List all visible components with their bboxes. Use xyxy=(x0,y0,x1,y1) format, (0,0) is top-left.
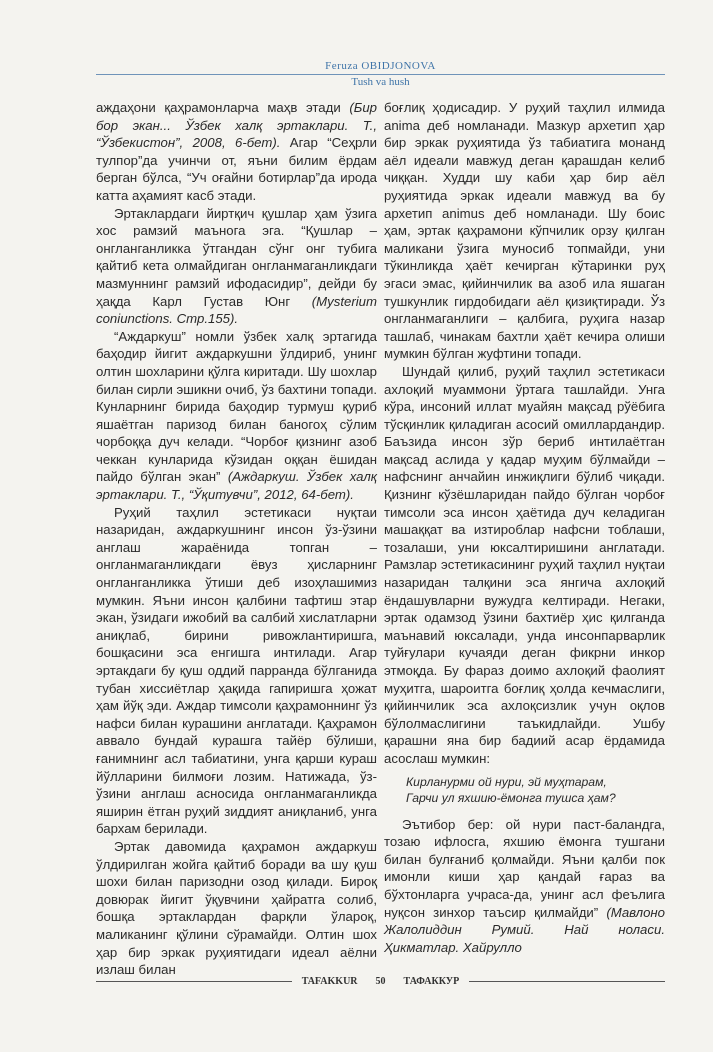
page-number: 50 xyxy=(375,976,386,987)
paragraph xyxy=(96,99,377,205)
left-column xyxy=(96,99,377,978)
paragraph xyxy=(384,816,665,957)
body-text: Агар “Сеҳрли тулпор”да учинчи от, яъни билим ёрдам берган бўлса, “Уч оғайни ботирлар”да ирода катта аҳамият касб этади. xyxy=(96,135,377,203)
running-header xyxy=(96,60,665,88)
paragraph xyxy=(384,99,665,363)
body-text: боғлиқ ҳодисадир. У руҳий таҳлил илмида anima деб номланади. Мазкур архетип ҳар бир эркак руҳиятида ўз табиатига монанд аёл идеали мавжуд деган қарашдан келиб чиққан. Худди шу каби ҳар бир аёл руҳиятида эркак идеали мавжуд ва бу архетип animus деб номланади. Шу боис ҳам, эртак қаҳрамони кўпчилик орзу қилган маликани ўзига муносиб топмайди, уни тўкинликда ҳаёт кечирган кўтаринки руҳ эгаси эмас, қийинчилик ва азоб ила яшаган тушкунлик гирдобидаги аёл қизиқтиради. Ўз онгланмаганлиги – қалбига, руҳига назар ташлаб, чинакам бахтли ҳаёт кечира олиши мумкин бўлган жуфтини топади. xyxy=(384,100,665,362)
citation-text: (Бир бор экан... Ўзбек халқ эртаклари. Т., “Ўзбекистон”, 2008, 6-бет). xyxy=(96,100,377,151)
citation-text: (Мавлоно Жалолиддин Румий. Най ноласи. Ҳикматлар. Хайрулло xyxy=(384,904,665,955)
body-text: Руҳий таҳлил эстетикаси нуқтаи назаридан, аждаркушнинг инсон ўз-ўзини англаш жараёнида топган – онгланмаганликдаги ёвуз ҳисларнинг онгланганликка ўтиши деб изоҳлашимиз мумкин. Яъни инсон қалбини тафтиш этар экан, ўзидаги ижобий ва салбий хислатларни аниқлаб, бирини ривожлантиришга, бошқасини эса енгишга интилади. Агар эртакдаги бу қуш оддий парранда бўлганида тубан хиссиётлар ҳақида гапиришга ҳожат ҳам йўқ эди. Аждар тимсоли қаҳрамоннинг ўз нафси билан курашини англатади. Қаҳрамон аввало бундай курашга тайёр бўлиши, ғанимнинг асл табиатини, унга қарши кураш йўлларини билмоғи лозим. Натижада, ўз-ўзини англаш асносида онгланмаганликда яширин ётган руҳий зиддият аниқланиб, унга бархам берилади. xyxy=(96,504,377,837)
paragraph xyxy=(96,838,377,979)
page-footer xyxy=(96,976,665,987)
footer-magazine-latin: TAFAKKUR xyxy=(301,976,358,987)
body-text: Шундай қилиб, руҳий таҳлил эстетикаси ахлоқий муаммони ўртага ташлайди. Унга кўра, инсоний иллат муайян мақсад рўёбига тўсқинлик қиладиган асосий омиллардандир. Баъзида инсон зўр бериб интилаётган мақсад аслида у қадар муҳим бўлмайди – нафснинг анчайин инжиқлиги бўлиб чиқади. Қизнинг кўзёшларидан пайдо бўлган чорбоғ тимсоли эса инсон ҳаётида дуч келадиган машаққат ва изтироблар нафсни тоблаши, тозалаши, уни юксалтиришини англатади. Рамзлар эстетикасининг руҳий таҳлил нуқтаи назаридан талқини эса янгича ахлоқий ёндашувларни вужудга келтиради. Негаки, эртак одамзод ўзини бахтиёр ҳис қилганда маънавий юксалади, унда инсонпарварлик туйғулари кучаяди деган фикрни инкор этмоқда. Бу фараз доимо ахлоқий фаолият муҳитга, шароитга боғлиқ ҳолда кечмаслиги, қийинчилик эса ахлоқсизлик учун оқлов бўлолмаслигини таъкидлайди. Ушбу қарашни яна бир бадиий асар ёрдамида асослаш мумкин: xyxy=(384,363,665,766)
header-subtitle: Tush va hush xyxy=(351,76,410,88)
poem-line: Кирланурми ой нури, эй муҳтарам, xyxy=(406,774,607,789)
poem-line: Гарчи ул яхшию-ёмонга тушса ҳам? xyxy=(406,790,616,805)
paragraph xyxy=(96,328,377,504)
body-text: Эртаклардаги йиртқич қушлар ҳам ўзига хос рамзий маънога эга. “Қушлар – онгланганликка ўтгандан сўнг онг тубига қайтиб кета олмайдиган онгланмаганликдаги мазмуннинг рамзий ифодасидир”, дейди бу ҳақда Карл Густав Юнг xyxy=(96,205,377,309)
citation-text: (Аждаркуш. Ўзбек халқ эртаклари. Т., “Ўқитувчи”, 2012, 64-бет). xyxy=(96,469,377,503)
footer-rule-left xyxy=(96,981,292,982)
citation-text: (Mysterium coniunctions. Стр.155). xyxy=(96,293,377,327)
footer-rule-right xyxy=(469,981,665,982)
body-text: Эътибор бер: ой нури паст-баландга, тозаю ифлосга, яхшию ёмонга тушгани билан булғаниб қолмайди. Яъни қалби пок имонли киши ҳар қандай ғараз ва бўхтонларга учраса-да, унинг асл феълига нуқсон зинхор таъсир қилмайди” xyxy=(384,816,665,920)
right-column xyxy=(384,99,665,959)
footer-magazine-cyrillic: ТАФАККУР xyxy=(403,976,460,987)
paragraph xyxy=(96,205,377,328)
header-rule xyxy=(96,74,665,75)
article-columns xyxy=(96,99,665,978)
paragraph xyxy=(96,504,377,838)
poem-quote xyxy=(384,774,665,806)
body-text: “Аждаркуш” номли ўзбек халқ эртагида баҳодир йигит аждаркушни ўлдириб, унинг олтин шохларини қўлга киритади. Шу шохлар билан сирли эшикни очиб, ўз бахтини топади. Кунларнинг бирида баҳодир турмуш қуриб яшаётган паризод билан баногоҳ сўлим чорбоққа дуч келади. “Чорбоғ қизнинг азоб чеккан кунларида кўзидан оққан ёшидан пайдо бўлган экан” xyxy=(96,328,377,485)
header-author: Feruza OBIDJONOVA xyxy=(325,60,436,72)
body-text: аждаҳони қаҳрамонларча маҳв этади xyxy=(96,100,350,115)
body-text: Эртак давомида қаҳрамон аждаркуш ўлдирилган жойга қайтиб боради ва шу қуш шохи билан паризодни озод қилади. Бироқ довюрак йигит ўқувчини ҳайратга солиб, бошқа эртаклардан фарқли ўлароқ, маликанинг қўлини сўрамайди. Олтин шох ҳар бир эркак руҳиятидаги идеал аёлни излаш билан xyxy=(96,838,377,978)
paragraph xyxy=(384,363,665,768)
